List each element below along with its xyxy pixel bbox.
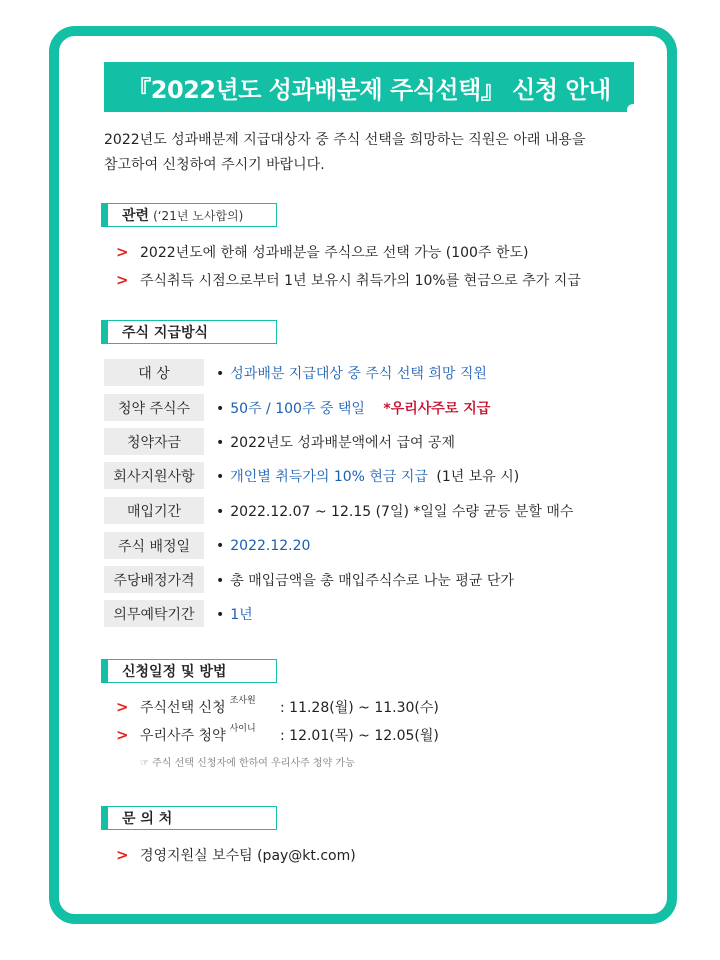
payment-row-label: 주당배정가격 [104, 566, 204, 593]
schedule-item-date: : 12.01(목) ~ 12.05(월) [280, 728, 439, 744]
payment-row [104, 359, 487, 386]
schedule-item-date: : 11.28(월) ~ 11.30(수) [280, 700, 439, 716]
bullet-icon: • [216, 400, 225, 417]
bullet-icon: • [216, 537, 225, 554]
bullet-icon: • [216, 503, 225, 520]
payment-row-value-text: 성과배분 지급대상 중 주식 선택 희망 직원 [230, 365, 487, 382]
schedule-note: ☞ 주식 선택 신청자에 한하여 우리사주 청약 가능 [140, 758, 355, 769]
section-heading-schedule [101, 659, 277, 683]
page-title: 『2022년도 성과배분제 주식선택』 신청 안내 [104, 62, 634, 112]
related-item-text: 주식취득 시점으로부터 1년 보유시 취득가의 10%를 현금으로 추가 지급 [140, 273, 581, 289]
intro-line-1: 2022년도 성과배분제 지급대상자 중 주식 선택을 희망하는 직원은 아래 내용을 [104, 132, 586, 148]
payment-row-label: 청약 주식수 [104, 394, 204, 421]
payment-row-label: 대 상 [104, 359, 204, 386]
payment-row-value [216, 604, 253, 624]
payment-row [104, 600, 253, 627]
section-heading-payment-label: 주식 지급방식 [122, 325, 209, 341]
section-heading-related-label: 관련 [122, 208, 150, 224]
schedule-item [116, 697, 439, 717]
payment-row-note: *우리사주로 지급 [383, 400, 491, 417]
payment-row-label: 의무예탁기간 [104, 600, 204, 627]
payment-row-label: 매입기간 [104, 497, 204, 524]
contact-item-text: 경영지원실 보수팀 (pay@kt.com) [140, 848, 356, 864]
bullet-icon: • [216, 468, 225, 485]
chevron-right-icon: > [116, 243, 129, 261]
payment-row-label: 주식 배정일 [104, 532, 204, 559]
chevron-right-icon: > [116, 271, 129, 289]
payment-row [104, 462, 519, 489]
payment-row-value-text: 2022.12.07 ~ 12.15 (7일) *일일 수량 균등 분할 매수 [230, 503, 574, 520]
payment-row-value [216, 363, 487, 383]
bullet-icon: • [216, 434, 225, 451]
related-item [116, 242, 528, 262]
bullet-icon: • [216, 572, 225, 589]
payment-row-value-text: 총 매입금액을 총 매입주식수로 나눈 평균 단가 [230, 572, 514, 589]
payment-row [104, 428, 455, 455]
bullet-icon: • [216, 365, 225, 382]
section-heading-schedule-label: 신청일정 및 방법 [122, 664, 227, 680]
schedule-item-sup: 사이니 [229, 724, 256, 734]
section-heading-related-sub: (‘21년 노사합의) [153, 208, 244, 223]
payment-row [104, 566, 514, 593]
section-heading-contact-label: 문 의 처 [122, 811, 173, 827]
chevron-right-icon: > [116, 698, 129, 716]
schedule-item-sup: 조사원 [229, 696, 256, 706]
payment-row [104, 497, 573, 524]
payment-row-value [216, 432, 455, 452]
schedule-item-label: 주식선택 신청 [140, 700, 226, 716]
bullet-icon: • [216, 606, 225, 623]
related-item-text: 2022년도에 한해 성과배분을 주식으로 선택 가능 (100주 한도) [140, 245, 529, 261]
section-heading-contact [101, 806, 277, 830]
payment-row-label: 청약자금 [104, 428, 204, 455]
payment-row-value [216, 466, 519, 486]
payment-row-label: 회사지원사항 [104, 462, 204, 489]
payment-row-value [216, 398, 490, 418]
payment-row-value-text: 50주 / 100주 중 택일 [230, 400, 365, 417]
schedule-item-label: 우리사주 청약 [140, 728, 226, 744]
payment-row-value-text: 2022년도 성과배분액에서 급여 공제 [230, 434, 456, 451]
chevron-right-icon: > [116, 726, 129, 744]
section-heading-related [101, 203, 277, 227]
intro-line-2: 참고하여 신청하여 주시기 바랍니다. [104, 157, 325, 173]
section-heading-payment [101, 320, 277, 344]
related-item [116, 270, 581, 290]
payment-row-value-text: 2022.12.20 [230, 537, 311, 554]
payment-row [104, 532, 310, 559]
payment-row-value-text: 개인별 취득가의 10% 현금 지급 [230, 468, 428, 485]
payment-row-value [216, 570, 514, 590]
schedule-item-label-wrap [140, 697, 280, 717]
intro-paragraph [104, 128, 614, 178]
payment-row-value [216, 538, 310, 554]
payment-row-value-text: 1년 [230, 606, 253, 623]
payment-row [104, 394, 490, 421]
payment-row-note: (1년 보유 시) [436, 468, 520, 485]
schedule-item [116, 725, 439, 745]
contact-item [116, 845, 356, 865]
banner-fold-decoration [627, 104, 635, 112]
schedule-item-label-wrap [140, 725, 280, 745]
payment-row-value [216, 501, 573, 521]
chevron-right-icon: > [116, 846, 129, 864]
